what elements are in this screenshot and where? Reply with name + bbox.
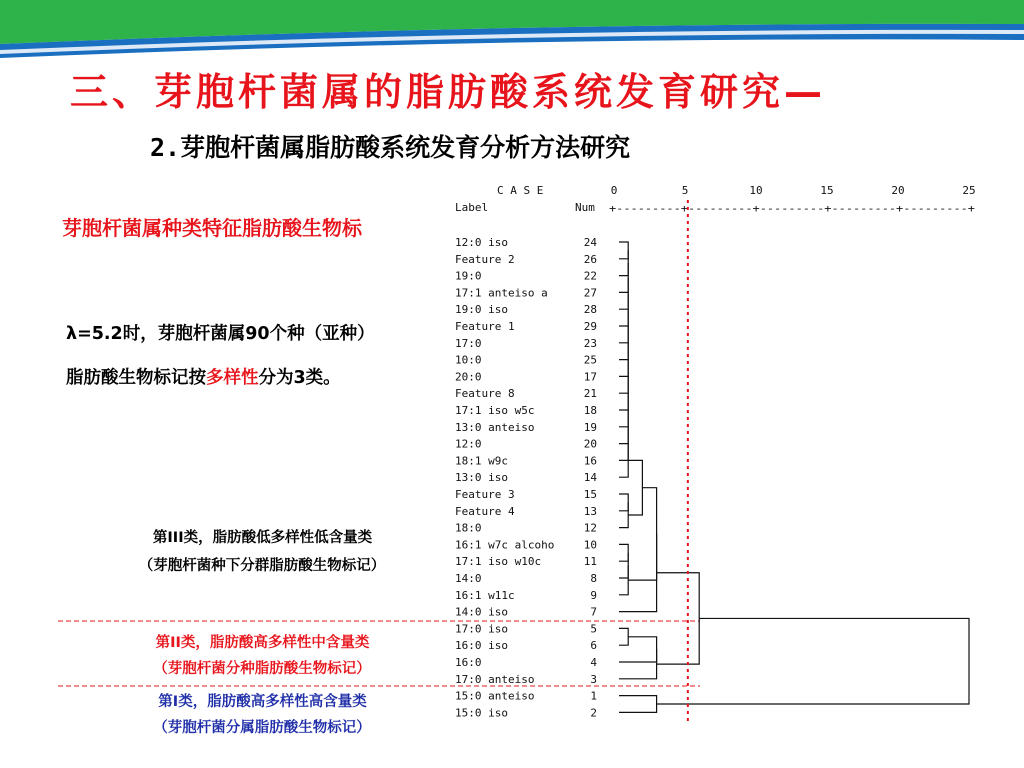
class-ii-title: 第II类，脂肪酸高多样性中含量类 (155, 635, 370, 651)
classification-text-a: 脂肪酸生物标记按 (66, 368, 206, 388)
leaf-num: 26 (583, 252, 597, 266)
leaf-num: 13 (583, 504, 597, 518)
leaf-num: 6 (590, 639, 597, 653)
dendrogram-link (619, 534, 657, 612)
axis-tick-label: 25 (962, 184, 976, 197)
diversity-highlight: 多样性 (206, 368, 259, 388)
leaf-label: 14:0 (455, 572, 482, 585)
leaf-num: 2 (590, 706, 597, 720)
leaf-num: 3 (590, 672, 597, 686)
leaf-num: 16 (583, 454, 597, 468)
axis-tick-label: 20 (891, 184, 905, 197)
class-iii-description: （芽胞杆菌种下分群脂肪酸生物标记） (138, 558, 386, 574)
subtitle-text: 芽胞杆菌属脂肪酸系统发育分析方法研究 (180, 133, 631, 162)
leaf-label: 19:0 (455, 269, 482, 283)
leaf-label: 17:1 iso w5c (455, 404, 535, 417)
dendrogram-link (657, 618, 969, 704)
leaf-label: 18:1 w9c (455, 454, 508, 468)
dendrogram-link (619, 263, 628, 292)
dendrogram-link (619, 649, 657, 678)
leaf-num: 12 (583, 521, 597, 535)
leaf-num: 17 (583, 370, 597, 384)
leaf-num: 5 (590, 622, 597, 636)
leaf-label: 12:0 iso (455, 236, 508, 249)
subtitle-number: 2. (150, 133, 181, 162)
leaf-num: 27 (583, 286, 597, 300)
leaf-num: 9 (590, 588, 597, 602)
leaf-label: 14:0 iso (455, 605, 508, 619)
leaf-label: 17:1 iso w10c (455, 555, 542, 569)
dendrogram-link (619, 565, 628, 594)
leaf-num: 28 (583, 303, 597, 317)
leaf-label: 16:0 iso (455, 639, 508, 653)
leaf-label: 17:0 anteiso (455, 672, 535, 686)
leaf-label: 15:0 anteiso (455, 689, 535, 703)
leaf-num: 19 (583, 420, 597, 434)
dendrogram-link (619, 278, 628, 310)
dendrogram-link (619, 553, 628, 578)
leaf-label: 16:1 w11c (455, 588, 515, 602)
leaf-label: 18:0 (455, 521, 482, 535)
slide-title: 三、芽胞杆菌属的脂肪酸系统发育研究— (70, 70, 827, 114)
leaf-label: Feature 4 (455, 504, 515, 518)
leaf-num: 22 (583, 269, 597, 283)
dendrogram-link (619, 637, 657, 662)
leaf-num: 4 (590, 656, 597, 669)
leaf-label: 20:0 (455, 370, 482, 384)
leaf-label: 13:0 anteiso (455, 420, 535, 434)
dendrogram-link (619, 628, 628, 645)
class-iii-title: 第III类，脂肪酸低多样性低含量类 (152, 530, 373, 546)
marker-heading: 芽胞杆菌属种类特征脂肪酸生物标 (62, 216, 362, 240)
axis-tick-label: 5 (681, 184, 689, 197)
leaf-label: Feature 8 (455, 387, 515, 401)
leaf-num: 1 (590, 689, 597, 703)
leaf-num: 18 (583, 404, 597, 417)
leaf-label: 16:0 (455, 656, 482, 669)
leaf-label: Feature 1 (455, 320, 515, 333)
class-i-description: （芽胞杆菌分属脂肪酸生物标记） (153, 720, 371, 736)
leaf-label: 17:1 anteiso a (455, 286, 548, 300)
dendrogram-link (619, 250, 628, 275)
dendrogram-link (619, 696, 657, 713)
class-i-title: 第I类，脂肪酸高多样性高含量类 (158, 694, 367, 710)
leaf-label: 13:0 iso (455, 471, 508, 485)
dendrogram-link (619, 544, 628, 561)
leaf-label: 10:0 (455, 353, 482, 367)
dendrogram-link (619, 502, 628, 527)
dendrogram-link (657, 573, 700, 664)
class-ii-description: （芽胞杆菌分种脂肪酸生物标记） (153, 661, 371, 677)
leaf-label: 16:1 w7c alcoho (455, 538, 555, 552)
header-label: Label (455, 201, 489, 214)
leaf-num: 10 (583, 538, 597, 552)
leaf-label: 19:0 iso (455, 303, 508, 317)
leaf-label: Feature 3 (455, 488, 515, 501)
leaf-num: 24 (583, 236, 597, 249)
leaf-num: 23 (583, 336, 597, 350)
axis-tick-label: 10 (749, 184, 763, 197)
leaf-num: 29 (583, 320, 597, 333)
leaf-num: 21 (583, 387, 597, 401)
dendrogram-link (628, 460, 642, 515)
leaf-num: 25 (583, 353, 597, 367)
axis-tick-label: 15 (820, 184, 834, 197)
leaf-num: 8 (590, 572, 597, 585)
leaf-num: 15 (583, 488, 597, 501)
leaf-num: 20 (583, 437, 597, 451)
leaf-label: Feature 2 (455, 252, 515, 266)
leaf-num: 7 (590, 605, 597, 619)
lambda-statement: λ=5.2时，芽胞杆菌属90个种（亚种） (66, 324, 375, 344)
header-num: Num (575, 201, 595, 214)
leaf-label: 17:0 iso (455, 622, 508, 636)
header-case: C A S E (497, 184, 544, 197)
leaf-num: 14 (583, 471, 597, 485)
dendrogram-link (619, 242, 628, 259)
dendrogram-link (619, 494, 628, 511)
axis-tick-label: 0 (610, 184, 618, 197)
leaf-label: 17:0 (455, 336, 482, 350)
leaf-label: 12:0 (455, 437, 482, 451)
leaf-num: 11 (583, 555, 597, 569)
classification-text-b: 分为3类。 (258, 368, 341, 388)
leaf-label: 15:0 iso (455, 706, 508, 720)
axis-rule: +---------+---------+---------+---------+---------+ (609, 202, 976, 215)
